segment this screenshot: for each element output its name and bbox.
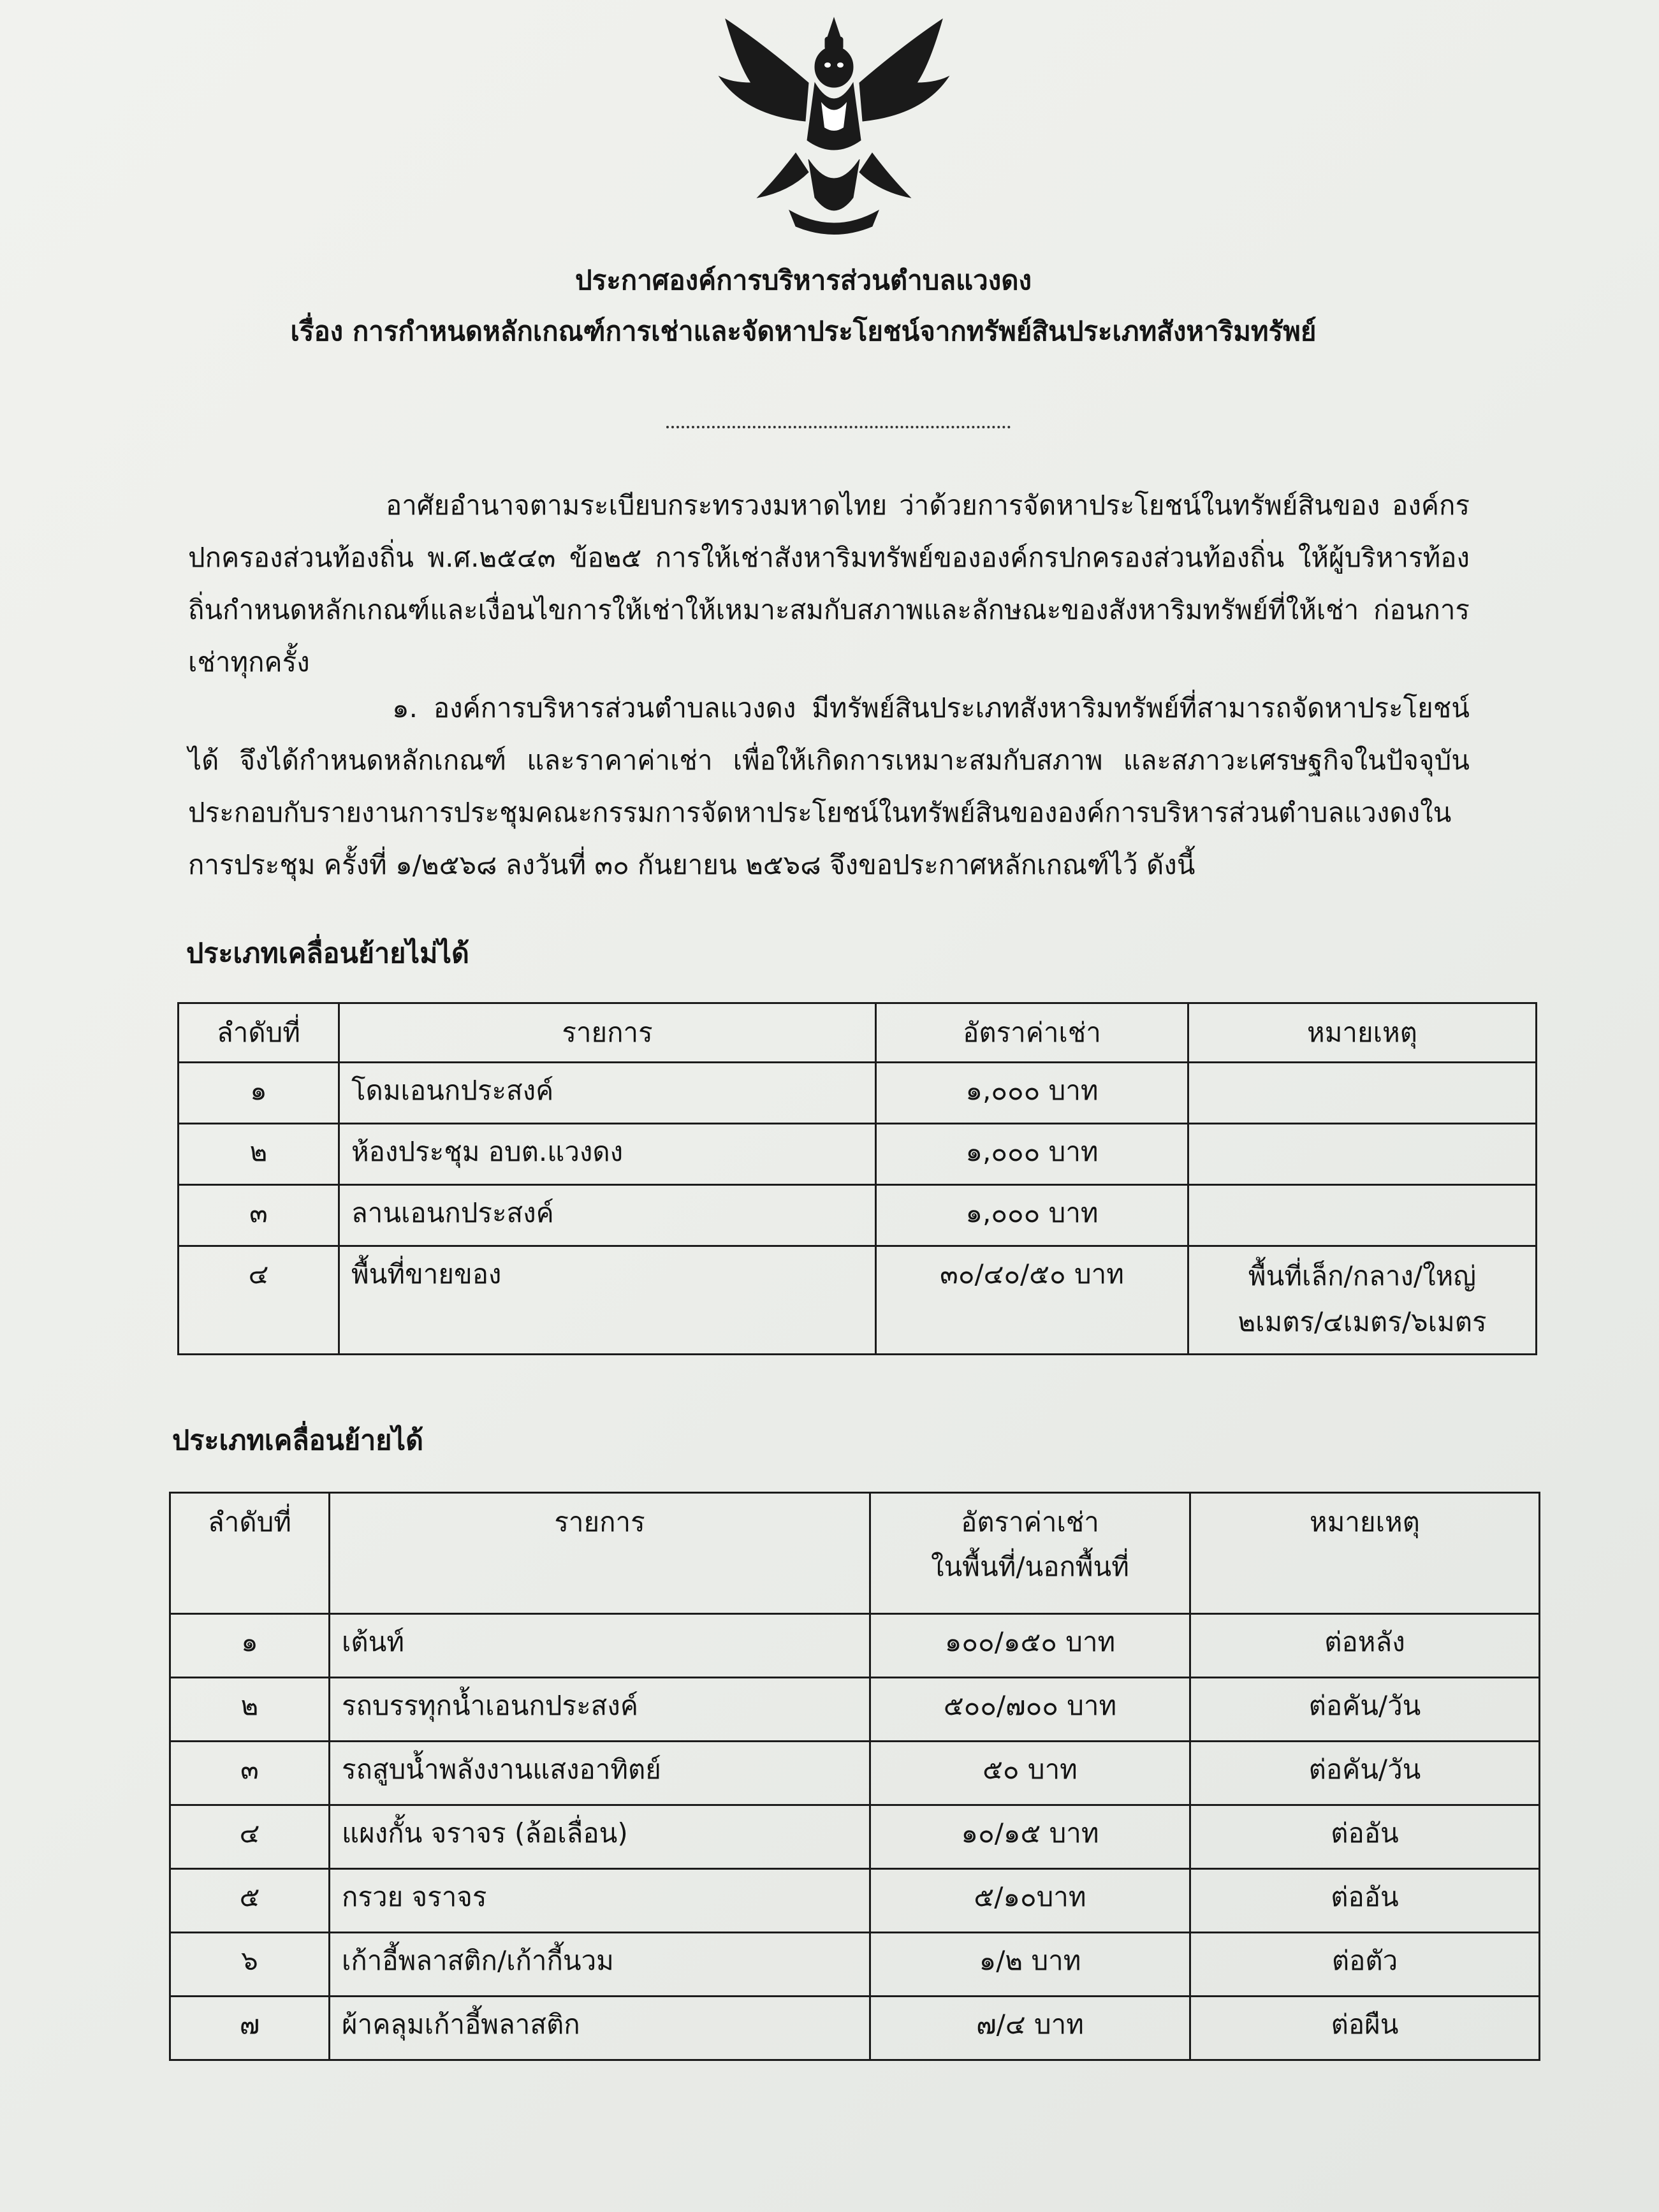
row-rate: ๕๐๐/๗๐๐ บาท: [870, 1678, 1190, 1742]
row-note: ต่อผืน: [1190, 1997, 1540, 2060]
header-rate: อัตราค่าเช่า: [876, 1003, 1188, 1063]
row-rate: ๑/๒ บาท: [870, 1933, 1190, 1997]
row-item: โดมเอนกประสงค์: [339, 1063, 876, 1124]
row-rate: ๑,๐๐๐ บาท: [876, 1063, 1188, 1124]
table-row: [170, 1742, 1540, 1805]
header-item: รายการ: [339, 1003, 876, 1063]
header-note: หมายเหตุ: [1188, 1003, 1537, 1063]
garuda-emblem-icon: [713, 6, 955, 242]
row-no: ๒: [170, 1678, 330, 1742]
table-row: [179, 1185, 1537, 1246]
table-row: [179, 1124, 1537, 1185]
row-rate: ๑๐/๑๕ บาท: [870, 1805, 1190, 1869]
table-header-row: [170, 1493, 1540, 1614]
row-note: [1188, 1063, 1537, 1124]
row-no: ๓: [179, 1185, 339, 1246]
immovable-heading: ประเภทเคลื่อนย้ายไม่ได้: [186, 938, 469, 970]
row-note: [1188, 1246, 1537, 1355]
row-item: รถบรรทุกน้ำเอนกประสงค์: [330, 1678, 870, 1742]
row-no: ๔: [170, 1805, 330, 1869]
table-row: [170, 1678, 1540, 1742]
row-rate: ๓๐/๔๐/๕๐ บาท: [876, 1246, 1188, 1355]
intro-paragraph: [188, 479, 1470, 688]
row-item: ผ้าคลุมเก้าอี้พลาสติก: [330, 1997, 870, 2060]
header-note: หมายเหตุ: [1190, 1493, 1540, 1614]
header-no: ลำดับที่: [179, 1003, 339, 1063]
row-note: ต่อคัน/วัน: [1190, 1742, 1540, 1805]
table-row: [170, 1614, 1540, 1678]
announcement-title: ประกาศองค์การบริหารส่วนตำบลแวงดง: [574, 265, 1032, 296]
row-no: ๑: [179, 1063, 339, 1124]
row-item: เก้าอี้พลาสติก/เก้ากี้นวม: [330, 1933, 870, 1997]
table-row: [170, 1869, 1540, 1933]
header-rate: [870, 1493, 1190, 1614]
row-rate: ๑๐๐/๑๕๐ บาท: [870, 1614, 1190, 1678]
table-row: [179, 1063, 1537, 1124]
header-rate-line1: อัตราค่าเช่า: [961, 1506, 1099, 1538]
intro-text: อาศัยอำนาจตามระเบียบกระทรวงมหาดไทย ว่าด้วยการจัดหาประโยชน์ในทรัพย์สินของ องค์กรปกครองส่วนท้องถิ่น พ.ศ.๒๕๔๓ ข้อ๒๕ การให้เช่าสังหาริมทรัพย์ขององค์กรปกครองส่วนท้องถิ่น ให้ผู้บริหารท้องถิ่นกำหนดหลักเกณฑ์และเงื่อนไขการให้เช่าให้เหมาะสมกับสภาพและลักษณะของสังหาริมทรัพย์ที่ให้เช่า ก่อนการเช่าทุกครั้ง: [188, 490, 1470, 678]
movable-table: [169, 1492, 1540, 2061]
row-note: [1188, 1124, 1537, 1185]
row-note: [1188, 1185, 1537, 1246]
row-note-line1: พื้นที่เล็ก/กลาง/ใหญ่: [1248, 1260, 1477, 1292]
row-note: ต่ออัน: [1190, 1869, 1540, 1933]
row-no: ๕: [170, 1869, 330, 1933]
row-no: ๓: [170, 1742, 330, 1805]
row-item: ลานเอนกประสงค์: [339, 1185, 876, 1246]
table-row: [170, 1933, 1540, 1997]
announcement-subject: เรื่อง การกำหนดหลักเกณฑ์การเช่าและจัดหาประโยชน์จากทรัพย์สินประเภทสังหาริมทรัพย์: [290, 316, 1317, 347]
row-note: ต่อตัว: [1190, 1933, 1540, 1997]
clause-text: ๑. องค์การบริหารส่วนตำบลแวงดง มีทรัพย์สินประเภทสังหาริมทรัพย์ที่สามารถจัดหาประโยชน์ได้ จึงได้กำหนดหลักเกณฑ์ และราคาค่าเช่า เพื่อให้เกิดการเหมาะสมกับสภาพ และสภาวะเศรษฐกิจในปัจจุบัน ประกอบกับรายงานการประชุมคณะกรรมการจัดหาประโยชน์ในทรัพย์สินขององค์การบริหารส่วนตำบลแวงดงในการประชุม ครั้งที่ ๑/๒๕๖๘ ลงวันที่ ๓๐ กันยายน ๒๕๖๘ จึงขอประกาศหลักเกณฑ์ไว้ ดังนี้: [188, 692, 1470, 880]
row-item: แผงกั้น จราจร (ล้อเลื่อน): [330, 1805, 870, 1869]
row-no: ๖: [170, 1933, 330, 1997]
row-note: ต่อคัน/วัน: [1190, 1678, 1540, 1742]
dotted-divider: [666, 426, 1011, 428]
row-item: ห้องประชุม อบต.แวงดง: [339, 1124, 876, 1185]
row-rate: ๕๐ บาท: [870, 1742, 1190, 1805]
row-no: ๒: [179, 1124, 339, 1185]
clause-paragraph: [188, 682, 1470, 891]
row-item: รถสูบน้ำพลังงานแสงอาทิตย์: [330, 1742, 870, 1805]
row-no: ๑: [170, 1614, 330, 1678]
row-rate: ๗/๔ บาท: [870, 1997, 1190, 2060]
table-row: [170, 1805, 1540, 1869]
table-header-row: [179, 1003, 1537, 1063]
row-rate: ๑,๐๐๐ บาท: [876, 1185, 1188, 1246]
table-row: [170, 1997, 1540, 2060]
row-item: เต้นท์: [330, 1614, 870, 1678]
header-item: รายการ: [330, 1493, 870, 1614]
announcement-header: [179, 255, 1428, 357]
row-note-line2: ๒เมตร/๔เมตร/๖เมตร: [1238, 1306, 1487, 1337]
row-item: กรวย จราจร: [330, 1869, 870, 1933]
movable-heading: ประเภทเคลื่อนย้ายได้: [172, 1425, 423, 1457]
row-rate: ๕/๑๐บาท: [870, 1869, 1190, 1933]
row-no: ๔: [179, 1246, 339, 1355]
immovable-table: [177, 1002, 1537, 1355]
row-note: ต่อหลัง: [1190, 1614, 1540, 1678]
row-item: พื้นที่ขายของ: [339, 1246, 876, 1355]
row-note: ต่ออัน: [1190, 1805, 1540, 1869]
row-rate: ๑,๐๐๐ บาท: [876, 1124, 1188, 1185]
row-no: ๗: [170, 1997, 330, 2060]
table-row: [179, 1246, 1537, 1355]
header-no: ลำดับที่: [170, 1493, 330, 1614]
header-rate-line2: ในพื้นที่/นอกพื้นที่: [931, 1551, 1129, 1582]
